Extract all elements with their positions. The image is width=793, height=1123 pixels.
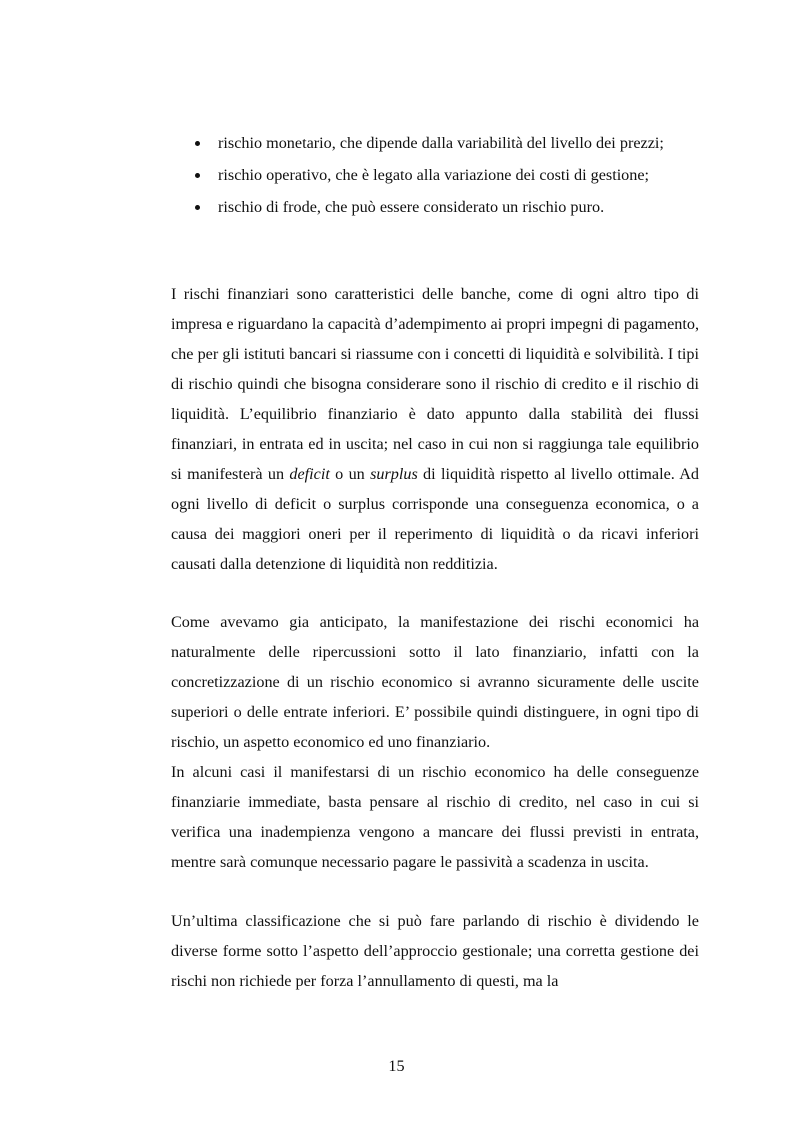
paragraph-text: di liquidità rispetto al livello ottimale. Ad ogni livello di deficit o surplus corrisponde una conseguenza economica, o a causa dei maggiori oneri per il reperimento di liquidità o da ricavi inferiori causati dalla detenzione di liquidità non redditizia. [171, 465, 700, 573]
surplus-term: surplus [370, 465, 418, 483]
bullet-item-fraud-risk [171, 192, 699, 222]
bullet-item-monetary-risk [171, 128, 699, 158]
economic-risk-paragraph: Come avevamo gia anticipato, la manifestazione dei rischi economici ha naturalmente delle ripercussioni sotto il lato finanziario, infatti con la concretizzazione di un rischio economico si avranno sicuramente delle uscite superiori o delle entrate inferiori. E’ possibile quindi distinguere, in ogni tipo di rischio, un aspetto economico ed uno finanziario. [171, 613, 699, 751]
management-approach-paragraph: Un’ultima classificazione che si può fare parlando di rischio è dividendo le diverse forme sotto l’aspetto dell’approccio gestionale; una corretta gestione dei rischi non richiede per forza l’annullamento di questi, ma la [171, 912, 699, 990]
financial-risk-paragraph [171, 279, 699, 579]
paragraph-text: o un [329, 465, 371, 483]
page-number: 15 [388, 1057, 405, 1075]
deficit-term: deficit [289, 465, 330, 483]
bullet-icon [195, 173, 200, 178]
risk-bullet-list [171, 128, 699, 224]
paragraph-text: I rischi finanziari sono caratteristici delle banche, come di ogni altro tipo di impresa e riguardano la capacità d’adempimento ai propri impegni di pagamento, che per gli istituti bancari si riassume con i concetti di liquidità e solvibilità. I tipi di rischio quindi che bisogna considerare sono il rischio di credito e il rischio di liquidità. L’equilibrio finanziario è dato appunto dalla stabilità dei flussi finanziari, in entrata ed in uscita; nel caso in cui non si raggiunga tale equilibrio si manifesterà un [171, 285, 699, 483]
bullet-text: rischio monetario, che dipende dalla variabilità del livello dei prezzi; [218, 134, 664, 152]
bullet-text: rischio di frode, che può essere considerato un rischio puro. [218, 198, 605, 216]
bullet-item-operational-risk [171, 160, 699, 190]
credit-risk-paragraph: In alcuni casi il manifestarsi di un rischio economico ha delle conseguenze finanziarie immediate, basta pensare al rischio di credito, nel caso in cui si verifica una inadempienza vengono a mancare dei flussi previsti in entrata, mentre sarà comunque necessario pagare le passività a scadenza in uscita. [171, 763, 699, 871]
bullet-icon [195, 141, 200, 146]
bullet-icon [195, 205, 200, 210]
bullet-text: rischio operativo, che è legato alla variazione dei costi di gestione; [218, 166, 650, 184]
